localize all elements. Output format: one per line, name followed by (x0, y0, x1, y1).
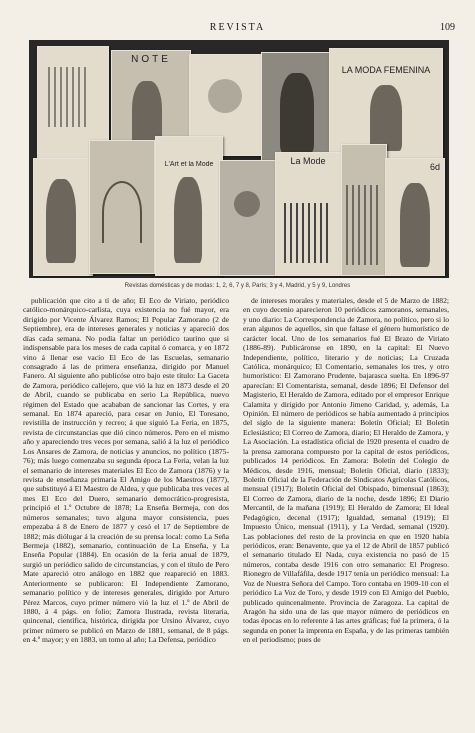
magazine-photo (29, 40, 449, 278)
ornament (208, 79, 242, 113)
figure-illustration (174, 177, 202, 263)
magazine-title: NOTE (131, 54, 171, 65)
magazine-title: L'Art et la Mode (164, 161, 214, 168)
fence-motif (284, 203, 332, 263)
page-number: 109 (440, 22, 455, 33)
text-column-left (23, 296, 229, 716)
magazine-cover (341, 144, 387, 276)
magazine-cover (33, 158, 93, 276)
figure-illustration (370, 85, 402, 151)
figure-caption: Revistas domésticas y de modas: 1, 2, 6, 7 y 8, París; 3 y 4, Madrid, y 5 y 9, Londres (124, 283, 351, 289)
magazine-cover (385, 158, 445, 276)
running-header: REVISTA (209, 22, 266, 33)
figure-illustration (46, 179, 76, 263)
magazine-cover (261, 52, 333, 162)
magazine-title: La Mode (290, 156, 326, 166)
magazine-cover (89, 140, 155, 274)
fence-motif (346, 185, 380, 265)
magazine-title: 6d (429, 162, 440, 172)
figure-illustration (280, 73, 314, 153)
arch-motif (102, 181, 142, 243)
text-column-right (243, 296, 449, 716)
body-paragraph: publicación que cito a tí de año; El Eco de Viriato, periódico católico-monárquico-carlista, cuya existencia no fué mayor, era dirigido por Vicente Álvarez Ramos; El Popular Zamorano (2 de Septiembre), era de intereses generales y noticias y apareció dos días cada semana. No podía faltar un periódico taurino que si indispensable para los meses de cada capital ó comarca, y en 1872 vino á llenar ese vacío El Eco de las Escuelas, semanario consagrado á las de primera enseñanza, dirigido por Manuel Fanero. Al siguiente año publicóse otro bajo este título: La Gaceta de Zamora, periódico callejero, que vió la luz en 1873 desde el 20 de Abril, cuando se publicaba en serio La República, nuevo régimen del Estado que acababan de sancionar las Cortes, y era semanal. En 1874 apareció, para cesar en Junio, El Toresano, revistilla de instrucción y recreo; á que siguió La Feria, en 1875, revista de circunstancias que dió cinco números. Pero en el mismo año y apareciendo tres veces por semana, salió á la luz el periódico Los Ansares de Zamora, de noticias y anuncios, no político (1875-76); más luego comenzaba su segunda época La Feria, velan la luz el semanario de intereses materiales El Eco de Zamora (1876) y la revista de enseñanza primaria El Amigo de los Maestros (1877), que substituyó á El Maestro de Aldea, y que publicaba tres veces al mes El Eco del Duero, semanario democrático-progresista, principió el 1.º Octubre de 1878; La Enseña Bermeja, con dos números semanales; tuvo alguna mayor consistencia, pues empezaba á 8 de Enero de 1877 y cesó el 17 de Septiembre de 1882; más diólugar á la creación de su prensa local: como La Seña Bermeja (1882), semanario, continuación de La Enseña, y La Enseña Popular (1884). En ocasión de la feria anual de 1879, surgió un periódico salido de circunstancias, y con el título de Pero Mate apareció otro análogo en 1882 que reapareció en 1883. Anteriormente se publicaron: El Independiente Zamorano, semanario político y de intereses generales, dirigido por Arturo Pérez Marcos, cuyo primer número vió la luz el 1.º de Abril de 1880, á 4 págs. en folio; Zamora Ilustrada, revista literaria, quincenal, científica, histórica, dirigida por Ursino Álvarez, cuyo primer número se publicó en Marzo de 1881, semanal, de 8 págs. en 4.º mayor; y en 1883, un tomo al año; La Defensa, periódico (23, 296, 229, 645)
magazine-cover (155, 136, 223, 276)
ornament (234, 191, 260, 217)
figure-illustration (400, 183, 430, 267)
window-motif (48, 67, 88, 127)
magazine-cover (219, 160, 277, 276)
body-paragraph: de intereses morales y materiales, desde el 5 de Marzo de 1882; en cuyo decenio aparecieron 10 periódicos zamoranos, semanales, y uno diario: La Correspondencia de Zamora, no político, pero si lo eran algunos de aquellos, sin que faltase el género humorístico de carácter local. Uno de los semanarios fué El Brazo de Viriato (1886-89). Publicáronse en 1890, en la capital: El Nuevo Independiente, político, literario y de noticias; La Cruzada Católica, monárquico; El Comentario, semanales los tres, y otro humorístico: El Zamorano Prudente, bajarasca suelta. En 1896-97 aparecían: El Comentarista, semanal, desde 1896; El Defensor del Magisterio, El Heraldo de Zamora, editado por el empresor Enrique Calamita y dirigido por Antonio Jimeno Caridad, y, además, La Opinión. El número de periódicos se había aumentado á principios del siglo de la siguiente manera: Boletín Oficial; El Boletín Eclesiástico; El Correo de Zamora, diario; El Heraldo de Zamora, y La Asociación. La estadística oficial de 1920 presenta el cuadro de la prensa zamorana compuesto por la capital de estos periódicos, publicados 14 periódicos. En Zamora: Boletín del Colegio de Médicos, desde 1916, mensual; Boletín Oficial, diario (1833); Boletín Oficial de la Federación de Sindicatos Agrícolas Católicos, mensual (1917); Boletín Oficial del Obispado, bimensual (1863); El Correo de Zamora, diario de la noche, desde 1896; El Diario Mercantil, de la mañana (1919); El Heraldo de Zamora; El Ideal Pedagógico, decenal (1917); Igualdad, semanal (1919); El Impuesto Único, mensual (1911), y La Verdad, semanal (1920). Las poblaciones del resto de la provincia en que en 1920 había periódicos, eran: Benavente, que ya el 12 de Abril de 1857 publicó el semanario titulado El Nada, cuya existencia no pasó de 15 números, contaba desde 1916 con otro semanario: El Progreso. Rionegro de Villafáfila, desde 1917 tenía un periódico mensual: La Voz de Nuestra Señora del Campo. Toro contaba en 1909-10 con el periódico La Voz de Toro, y desde 1919 con El Amigo del Pueblo, publicado quincenalmente. Provincia de Zaragoza. La capital de Aragón ha sido una de las que mayor número de periódicos en todas épocas en lo referente á las artes gráficas; fué la primera, ó la segunda en poner la imprenta en España, y de las primeras también en el periodismo; pues de (243, 296, 449, 645)
magazine-title: LA MODA FEMENINA (341, 65, 431, 75)
magazine-cover (275, 152, 341, 276)
